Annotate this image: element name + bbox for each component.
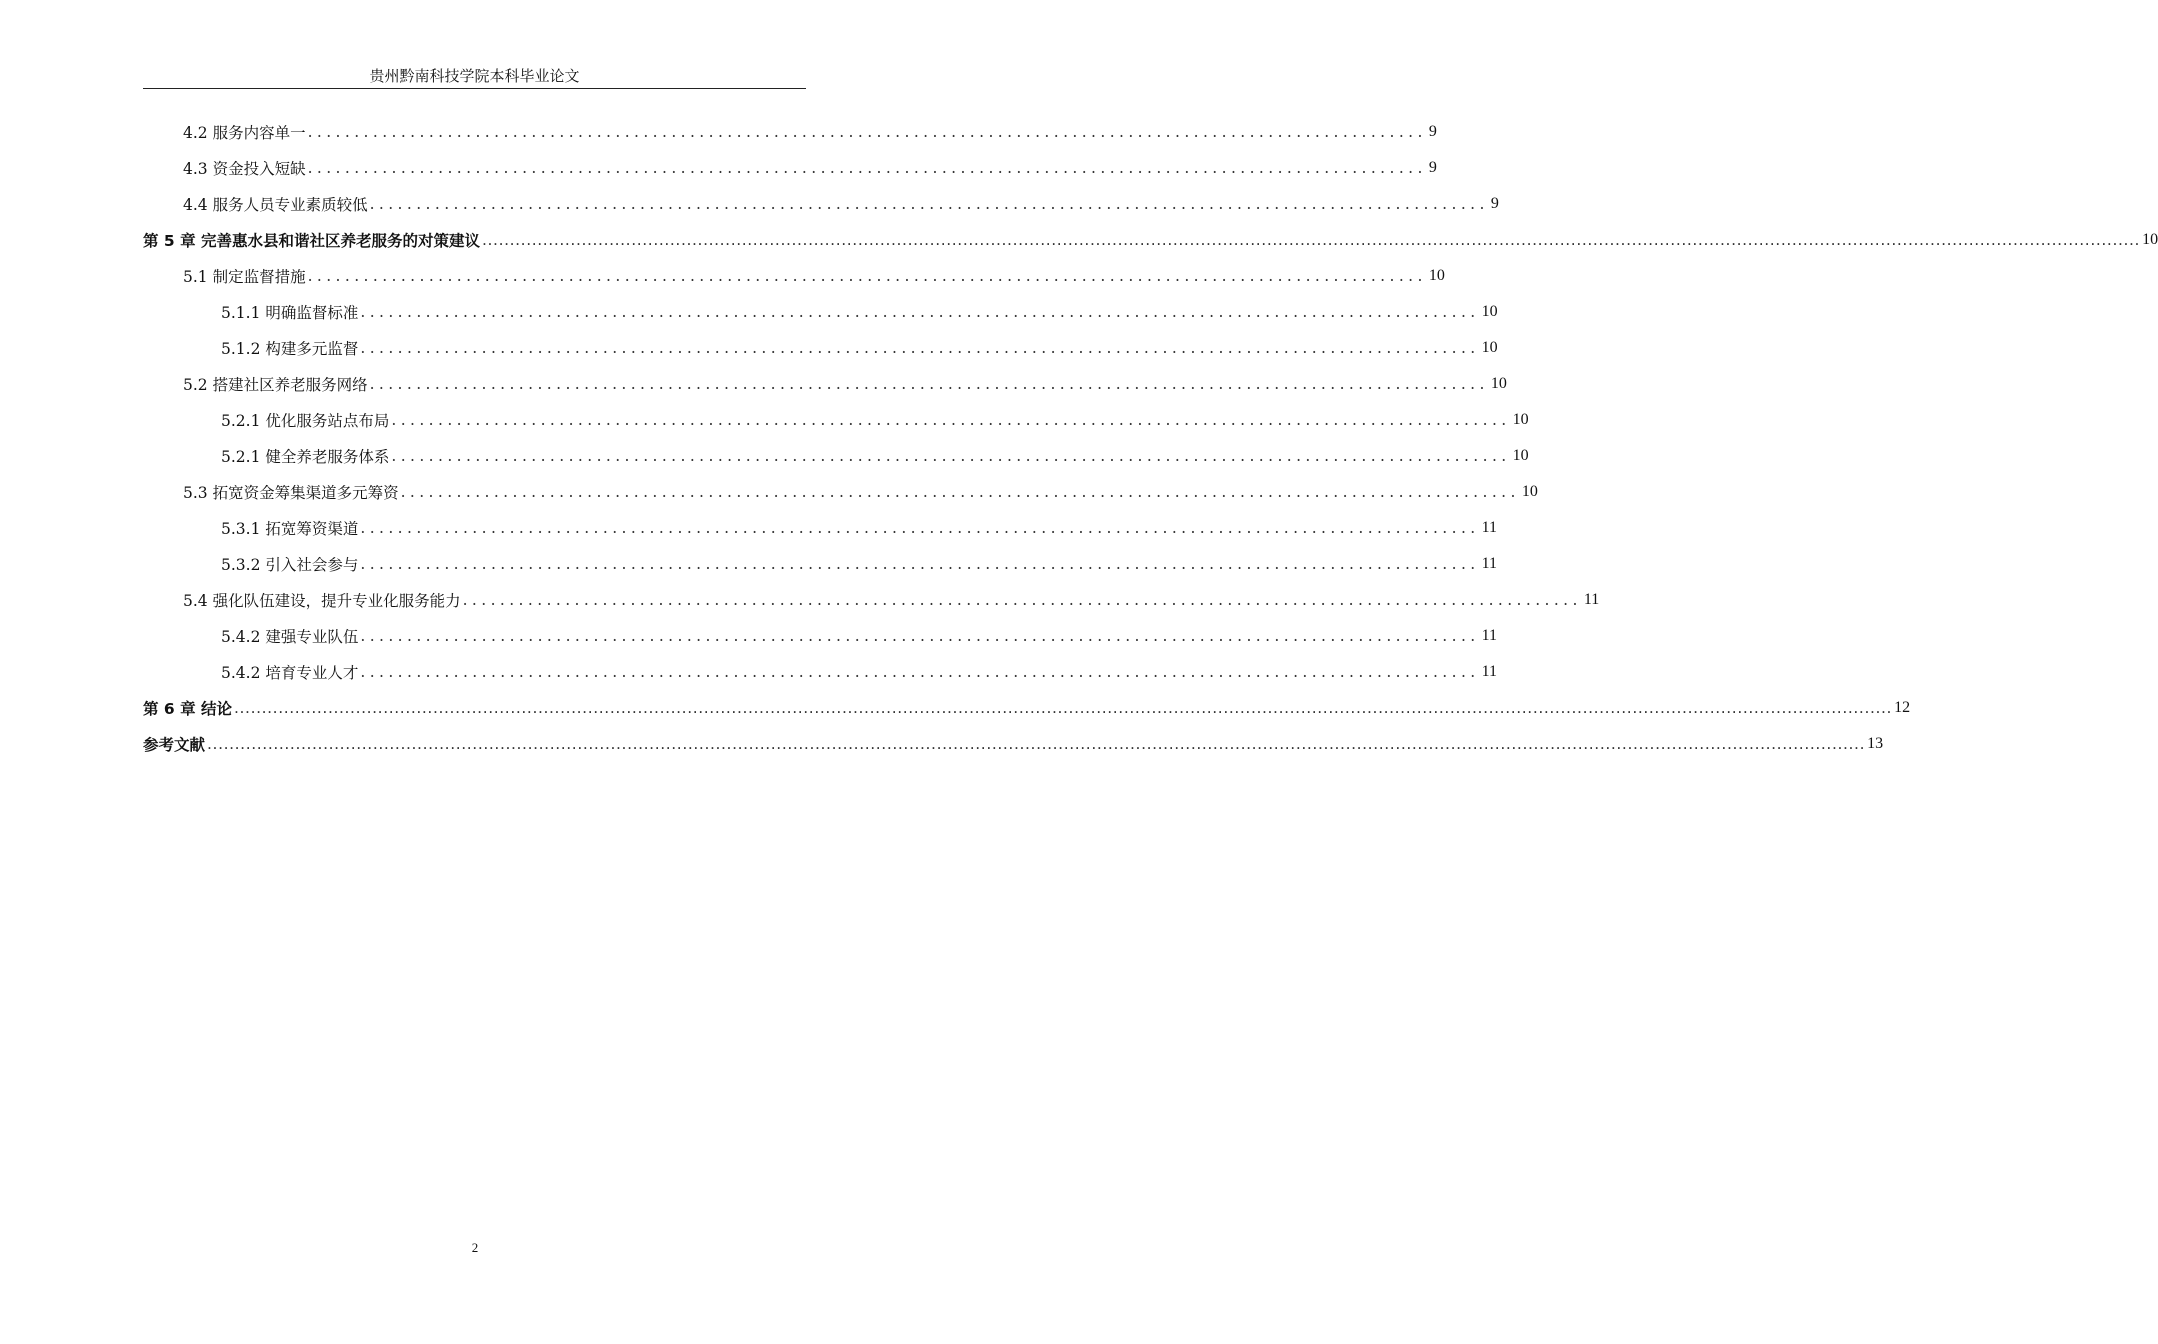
- toc-entry-title: 4.3 资金投入短缺: [183, 160, 306, 178]
- toc-leader: ........................................................................................................................: [391, 411, 1511, 429]
- toc-entry-title: 5.4 强化队伍建设，提升专业化服务能力: [183, 592, 461, 610]
- toc-entry-page: 11: [1481, 627, 1498, 644]
- toc-entry-title: 5.1.2 构建多元监督: [221, 340, 359, 358]
- toc-entry-page: 12: [1894, 699, 1911, 716]
- table-of-contents: [143, 114, 2158, 762]
- toc-entry-title: 第 5 章 完善惠水县和谐社区养老服务的对策建议: [143, 232, 480, 250]
- toc-leader: ........................................................................................................................: [307, 159, 1427, 177]
- toc-entry-page: 9: [1428, 159, 1437, 176]
- toc-entry[interactable]: [143, 510, 1498, 546]
- toc-leader: ........................................................................................................................: [369, 195, 1489, 213]
- toc-leader: ........................................................................................................................: [391, 447, 1511, 465]
- toc-entry-page: 10: [1428, 267, 1445, 284]
- toc-entry-title: 5.4.2 培育专业人才: [221, 664, 359, 682]
- toc-entry[interactable]: [143, 402, 1529, 438]
- toc-entry-title: 5.2.1 优化服务站点布局: [221, 412, 390, 430]
- toc-leader: ........................................................................................................................: [360, 303, 1480, 321]
- header-title: 贵州黔南科技学院本科毕业论文: [369, 67, 580, 85]
- toc-entry-page: 10: [2142, 231, 2158, 248]
- toc-entry-title: 5.4.2 建强专业队伍: [221, 628, 359, 646]
- toc-entry[interactable]: [143, 654, 1498, 690]
- toc-entry[interactable]: [143, 150, 1437, 186]
- toc-entry[interactable]: [143, 186, 1499, 222]
- toc-entry[interactable]: [143, 258, 1445, 294]
- toc-leader: ........................................................................................................................: [360, 627, 1480, 645]
- toc-entry[interactable]: [143, 726, 1884, 762]
- toc-entry-page: 9: [1428, 123, 1437, 140]
- toc-entry[interactable]: [143, 546, 1498, 582]
- page-header: [143, 66, 806, 89]
- toc-leader: ........................................................................................................................: [369, 375, 1489, 393]
- toc-leader: ........................................................................................................................: [360, 519, 1480, 537]
- toc-leader: ............................................................................................................................................................................................................................................................................................................: [233, 699, 1893, 717]
- toc-entry-title: 4.2 服务内容单一: [183, 124, 306, 142]
- toc-entry-page: 13: [1867, 735, 1884, 752]
- toc-entry-title: 4.4 服务人员专业素质较低: [183, 196, 368, 214]
- toc-entry-page: 10: [1490, 375, 1507, 392]
- toc-entry[interactable]: [143, 294, 1498, 330]
- toc-entry-page: 10: [1521, 483, 1538, 500]
- toc-entry-page: 10: [1481, 339, 1498, 356]
- toc-entry-page: 10: [1481, 303, 1498, 320]
- toc-entry-page: 11: [1583, 591, 1600, 608]
- toc-leader: ........................................................................................................................: [400, 483, 1520, 501]
- page-number: 2: [471, 1240, 479, 1255]
- toc-entry-page: 9: [1490, 195, 1499, 212]
- toc-leader: ........................................................................................................................: [462, 591, 1582, 609]
- page-footer: [0, 1240, 950, 1256]
- toc-entry-title: 5.3.1 拓宽筹资渠道: [221, 520, 359, 538]
- toc-leader: ........................................................................................................................: [360, 663, 1480, 681]
- toc-entry[interactable]: [143, 582, 1600, 618]
- toc-entry[interactable]: [143, 222, 2158, 258]
- toc-entry[interactable]: [143, 474, 1538, 510]
- toc-entry-title: 参考文献: [143, 736, 206, 754]
- toc-entry[interactable]: [143, 690, 1911, 726]
- toc-entry-page: 11: [1481, 519, 1498, 536]
- toc-leader: ........................................................................................................................: [360, 555, 1480, 573]
- toc-entry[interactable]: [143, 618, 1498, 654]
- toc-entry-page: 11: [1481, 663, 1498, 680]
- toc-leader: ............................................................................................................................................................................................................................................................................................................: [207, 735, 1866, 753]
- toc-entry[interactable]: [143, 366, 1507, 402]
- toc-leader: ........................................................................................................................: [307, 267, 1427, 285]
- toc-entry-page: 10: [1512, 447, 1529, 464]
- toc-entry[interactable]: [143, 438, 1529, 474]
- toc-leader: ........................................................................................................................: [360, 339, 1480, 357]
- toc-leader: ............................................................................................................................................................................................................................................................................................................: [481, 231, 2141, 249]
- toc-leader: ........................................................................................................................: [307, 123, 1427, 141]
- toc-entry-title: 5.1.1 明确监督标准: [221, 304, 359, 322]
- toc-entry-title: 5.3.2 引入社会参与: [221, 556, 359, 574]
- toc-entry-title: 第 6 章 结论: [143, 700, 232, 718]
- toc-entry-title: 5.2 搭建社区养老服务网络: [183, 376, 368, 394]
- toc-entry-page: 10: [1512, 411, 1529, 428]
- toc-entry-title: 5.3 拓宽资金筹集渠道多元筹资: [183, 484, 399, 502]
- toc-entry[interactable]: [143, 330, 1498, 366]
- toc-entry-title: 5.1 制定监督措施: [183, 268, 306, 286]
- toc-entry[interactable]: [143, 114, 1437, 150]
- toc-entry-page: 11: [1481, 555, 1498, 572]
- toc-entry-title: 5.2.1 健全养老服务体系: [221, 448, 390, 466]
